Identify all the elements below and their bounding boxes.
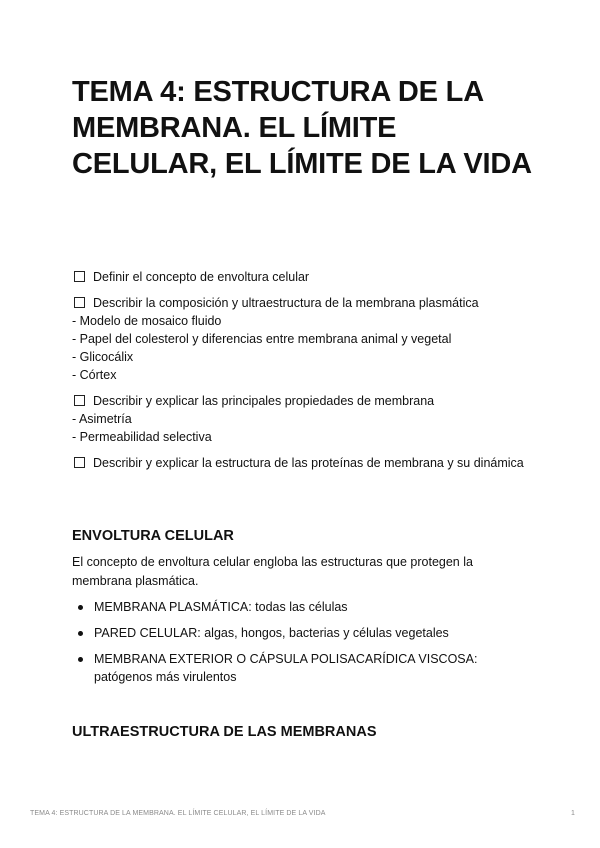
list-item	[72, 598, 532, 616]
checkbox[interactable]	[74, 271, 85, 282]
objective-text: Describir la composición y ultraestructura de la membrana plasmática	[93, 296, 479, 310]
objective-subitem: - Modelo de mosaico fluido	[72, 314, 222, 328]
page-title: TEMA 4: ESTRUCTURA DE LA MEMBRANA. EL LÍMITE CELULAR, EL LÍMITE DE LA VIDA	[72, 76, 532, 180]
objective-subitem: - Papel del colesterol y diferencias entre membrana animal y vegetal	[72, 332, 452, 346]
objective-item	[74, 294, 524, 384]
section-heading-envoltura: ENVOLTURA CELULAR	[72, 528, 234, 544]
list-item	[72, 650, 532, 686]
footer-title: TEMA 4: ESTRUCTURA DE LA MEMBRANA. EL LÍMITE CELULAR, EL LÍMITE DE LA VIDA	[30, 810, 326, 817]
objective-item	[74, 268, 524, 286]
page-number: 1	[571, 810, 575, 817]
objective-subitem: - Glicocálix	[72, 350, 134, 364]
bullet-list	[72, 598, 532, 694]
checkbox[interactable]	[74, 457, 85, 468]
page-footer	[30, 810, 575, 817]
bullet-icon	[78, 657, 83, 662]
section-heading-ultraestructura: ULTRAESTRUCTURA DE LAS MEMBRANAS	[72, 724, 377, 740]
objective-text: Definir el concepto de envoltura celular	[93, 270, 310, 284]
list-item-text: MEMBRANA EXTERIOR O CÁPSULA POLISACARÍDICA VISCOSA: patógenos más virulentos	[94, 652, 478, 684]
list-item-text: MEMBRANA PLASMÁTICA: todas las células	[94, 600, 348, 614]
objectives-checklist	[74, 268, 524, 480]
objective-subitem: - Asimetría	[72, 412, 132, 426]
objective-item	[74, 392, 524, 446]
objective-subitem: - Córtex	[72, 368, 117, 382]
bullet-icon	[78, 605, 83, 610]
checkbox[interactable]	[74, 297, 85, 308]
objective-subitem: - Permeabilidad selectiva	[72, 430, 212, 444]
objective-text: Describir y explicar la estructura de las proteínas de membrana y su dinámica	[93, 456, 524, 470]
checkbox[interactable]	[74, 395, 85, 406]
list-item-text: PARED CELULAR: algas, hongos, bacterias y células vegetales	[94, 626, 449, 640]
objective-text: Describir y explicar las principales propiedades de membrana	[93, 394, 435, 408]
section-paragraph: El concepto de envoltura celular engloba las estructuras que protegen la membrana plasmática.	[72, 555, 473, 588]
bullet-icon	[78, 631, 83, 636]
objective-item	[74, 454, 524, 472]
list-item	[72, 624, 532, 642]
